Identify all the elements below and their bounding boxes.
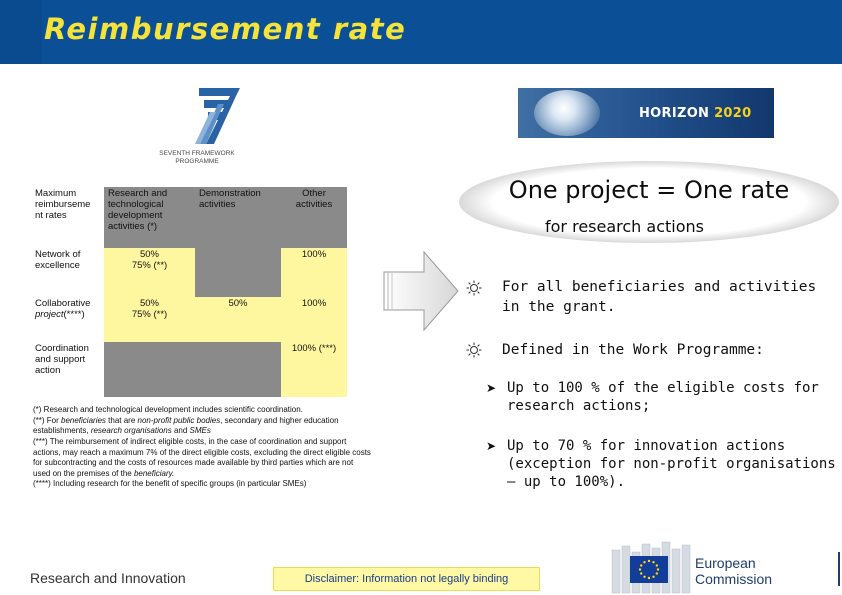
horizon-2020-label bbox=[639, 106, 751, 121]
slogan-subtitle: for research actions bbox=[545, 217, 704, 236]
arrowhead-bullet-icon: ➤ bbox=[486, 381, 497, 395]
globe-icon bbox=[534, 90, 600, 136]
table-row bbox=[31, 342, 347, 397]
transition-arrow-icon bbox=[380, 248, 462, 334]
table-cell-rtd: 50% 75% (**) bbox=[104, 248, 195, 297]
table-cell-rtd: 50% 75% (**) bbox=[104, 297, 195, 342]
slide-header bbox=[0, 0, 842, 64]
fp7-logo-line1: SEVENTH FRAMEWORK bbox=[159, 150, 235, 157]
table-cell-demo bbox=[195, 248, 281, 297]
horizon-year: 2020 bbox=[714, 106, 752, 121]
fp7-logo bbox=[152, 84, 242, 166]
table-header-cell: Research and technological development activities (*) bbox=[104, 187, 195, 248]
table-row-label: Network of excellence bbox=[31, 248, 104, 297]
sun-bullet-icon bbox=[466, 280, 482, 296]
table-row-label: Collaborative project(****) bbox=[31, 297, 104, 342]
footnote: (****) Including research for the benefit of specific groups (in particular SMEs) bbox=[33, 479, 307, 489]
table-header-cell: Maximum reimburseme nt rates bbox=[31, 187, 104, 248]
fp7-rates-table bbox=[31, 187, 347, 397]
slide-title: Reimbursement rate bbox=[44, 12, 407, 46]
footnote: (*) Research and technological development includes scientific coordination. bbox=[33, 405, 303, 414]
horizon-2020-logo bbox=[518, 88, 774, 138]
sub-bullet-text: Up to 70 % for innovation actions (exception for non-profit organisations – up to 100%). bbox=[507, 438, 836, 491]
fp7-logo-line2: PROGRAMME bbox=[175, 158, 219, 165]
bullet-text: For all beneficiaries and activities in the grant. bbox=[502, 279, 817, 316]
arrowhead-bullet-icon: ➤ bbox=[486, 439, 497, 453]
table-header-cell: Demonstration activities bbox=[195, 187, 281, 248]
table-row bbox=[31, 297, 347, 342]
header-stripe bbox=[0, 0, 42, 64]
table-cell-other: 100% (***) bbox=[281, 342, 347, 397]
table-row-label-italic: project bbox=[35, 308, 64, 320]
table-row-label: Coordination and support action bbox=[31, 342, 104, 397]
table-footnotes bbox=[33, 405, 371, 490]
footer-research-innovation: Research and Innovation bbox=[30, 570, 186, 586]
sub-bullet-text: Up to 100 % of the eligible costs for research actions; bbox=[507, 380, 819, 415]
bullet-text: Defined in the Work Programme: bbox=[502, 342, 764, 358]
ec-line2: Commission bbox=[695, 571, 773, 588]
table-cell-rtd bbox=[104, 342, 195, 397]
table-cell-demo bbox=[195, 342, 281, 397]
table-header-cell: Other activities bbox=[281, 187, 347, 248]
table-cell-other: 100% bbox=[281, 297, 347, 342]
table-header-row bbox=[31, 187, 347, 248]
european-commission-wordmark bbox=[695, 555, 772, 587]
disclaimer-box: Disclaimer: Information not legally binding bbox=[273, 567, 540, 591]
slogan-title: One project = One rate bbox=[508, 176, 790, 204]
ec-line1: European bbox=[695, 555, 756, 571]
table-cell-demo: 50% bbox=[195, 297, 281, 342]
footnote: (**) For beneficiaries that are non-profit public bodies, secondary and higher education establishments, research organisations and SMEs bbox=[33, 415, 339, 436]
horizon-word: HORIZON bbox=[639, 106, 710, 121]
footnote: (***) The reimbursement of indirect eligible costs, in the case of coordination and support actions, may reach a maximum 7% of the direct eligible costs, excluding the direct eligible costs for subcontracting and the costs of resources made available by third parties which are not used on the premises of the beneficiary. bbox=[33, 436, 371, 478]
sun-bullet-icon bbox=[466, 342, 482, 358]
table-row bbox=[31, 248, 347, 297]
table-cell-other: 100% bbox=[281, 248, 347, 297]
